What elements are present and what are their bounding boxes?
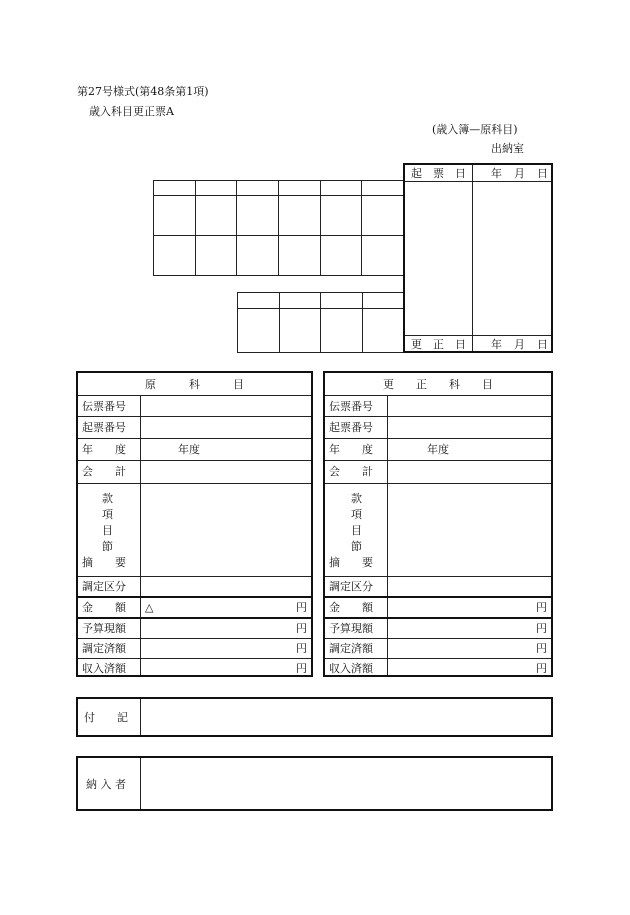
corrected-nendo-label: 年 度 <box>329 443 373 456</box>
corrected-shunyu-zumi-label: 収入済額 <box>329 662 373 675</box>
original-kan-label: 款 <box>102 492 113 505</box>
stamp-top-rule <box>405 181 551 182</box>
original-kou-label: 項 <box>102 508 113 521</box>
original-nendo-value: 年度 <box>178 443 200 456</box>
corrected-kingaku-label: 金 額 <box>329 601 373 614</box>
payer-label: 納 入 者 <box>86 778 126 791</box>
original-tekiyo-label: 摘 要 <box>82 556 126 569</box>
date-stamp-box <box>403 163 553 353</box>
corrected-chotei-kubun-label: 調定区分 <box>329 580 373 593</box>
stamp-divider <box>472 165 473 351</box>
corrected-nendo-value: 年度 <box>427 443 449 456</box>
seal-grid-lower <box>237 292 404 353</box>
form-number: 第27号様式(第48条第1項) <box>77 85 209 98</box>
payer-box <box>76 756 553 811</box>
kihyo-day: 日 <box>537 167 548 180</box>
original-subject-form <box>76 371 313 677</box>
original-kingaku-yen: 円 <box>296 601 307 614</box>
original-chotei-zumi-label: 調定済額 <box>82 642 126 655</box>
corrected-tekiyo-label: 摘 要 <box>329 556 373 569</box>
original-denpyo-label: 伝票番号 <box>82 400 126 413</box>
corrected-chotei-zumi-yen: 円 <box>536 642 547 655</box>
original-chotei-zumi-yen: 円 <box>296 642 307 655</box>
corrected-yosan-yen: 円 <box>536 622 547 635</box>
notes-box <box>76 697 553 737</box>
kosei-day: 日 <box>537 338 548 351</box>
form-title: 歳入科目更正票A <box>89 105 174 118</box>
original-shunyu-zumi-yen: 円 <box>296 662 307 675</box>
ledger-label: (歳入簿—原科目) <box>432 123 518 136</box>
corrected-subject-form <box>323 371 553 677</box>
original-triangle-mark: △ <box>145 601 154 614</box>
seal-grid-upper <box>153 180 404 276</box>
corrected-yosan-label: 予算現額 <box>329 622 373 635</box>
stamp-bottom-rule <box>405 335 551 336</box>
original-kihyo-label: 起票番号 <box>82 421 126 434</box>
corrected-denpyo-label: 伝票番号 <box>329 400 373 413</box>
corrected-kihyo-label: 起票番号 <box>329 421 373 434</box>
original-shunyu-zumi-label: 収入済額 <box>82 662 126 675</box>
original-yosan-label: 予算現額 <box>82 622 126 635</box>
kihyo-year: 年 <box>491 167 502 180</box>
original-kingaku-label: 金 額 <box>82 601 126 614</box>
original-yosan-yen: 円 <box>296 622 307 635</box>
corrected-heading: 更 正 科 目 <box>383 378 493 391</box>
kihyo-month: 月 <box>514 167 525 180</box>
original-kaikei-label: 会 計 <box>82 465 126 478</box>
office-label: 出納室 <box>491 142 524 155</box>
corrected-moku-label: 目 <box>351 524 362 537</box>
kosei-month: 月 <box>514 338 525 351</box>
original-setsu-label: 節 <box>102 540 113 553</box>
corrected-chotei-zumi-label: 調定済額 <box>329 642 373 655</box>
kosei-year: 年 <box>491 338 502 351</box>
corrected-setsu-label: 節 <box>351 540 362 553</box>
corrected-shunyu-zumi-yen: 円 <box>536 662 547 675</box>
original-moku-label: 目 <box>102 524 113 537</box>
original-chotei-kubun-label: 調定区分 <box>82 580 126 593</box>
original-nendo-label: 年 度 <box>82 443 126 456</box>
original-heading: 原 科 目 <box>145 378 244 391</box>
corrected-kaikei-label: 会 計 <box>329 465 373 478</box>
kosei-date-label: 更 正 日 <box>411 338 466 351</box>
corrected-kan-label: 款 <box>351 492 362 505</box>
corrected-kou-label: 項 <box>351 508 362 521</box>
kihyo-date-label: 起 票 日 <box>411 167 466 180</box>
corrected-kingaku-yen: 円 <box>536 601 547 614</box>
notes-label: 付 記 <box>84 711 128 724</box>
